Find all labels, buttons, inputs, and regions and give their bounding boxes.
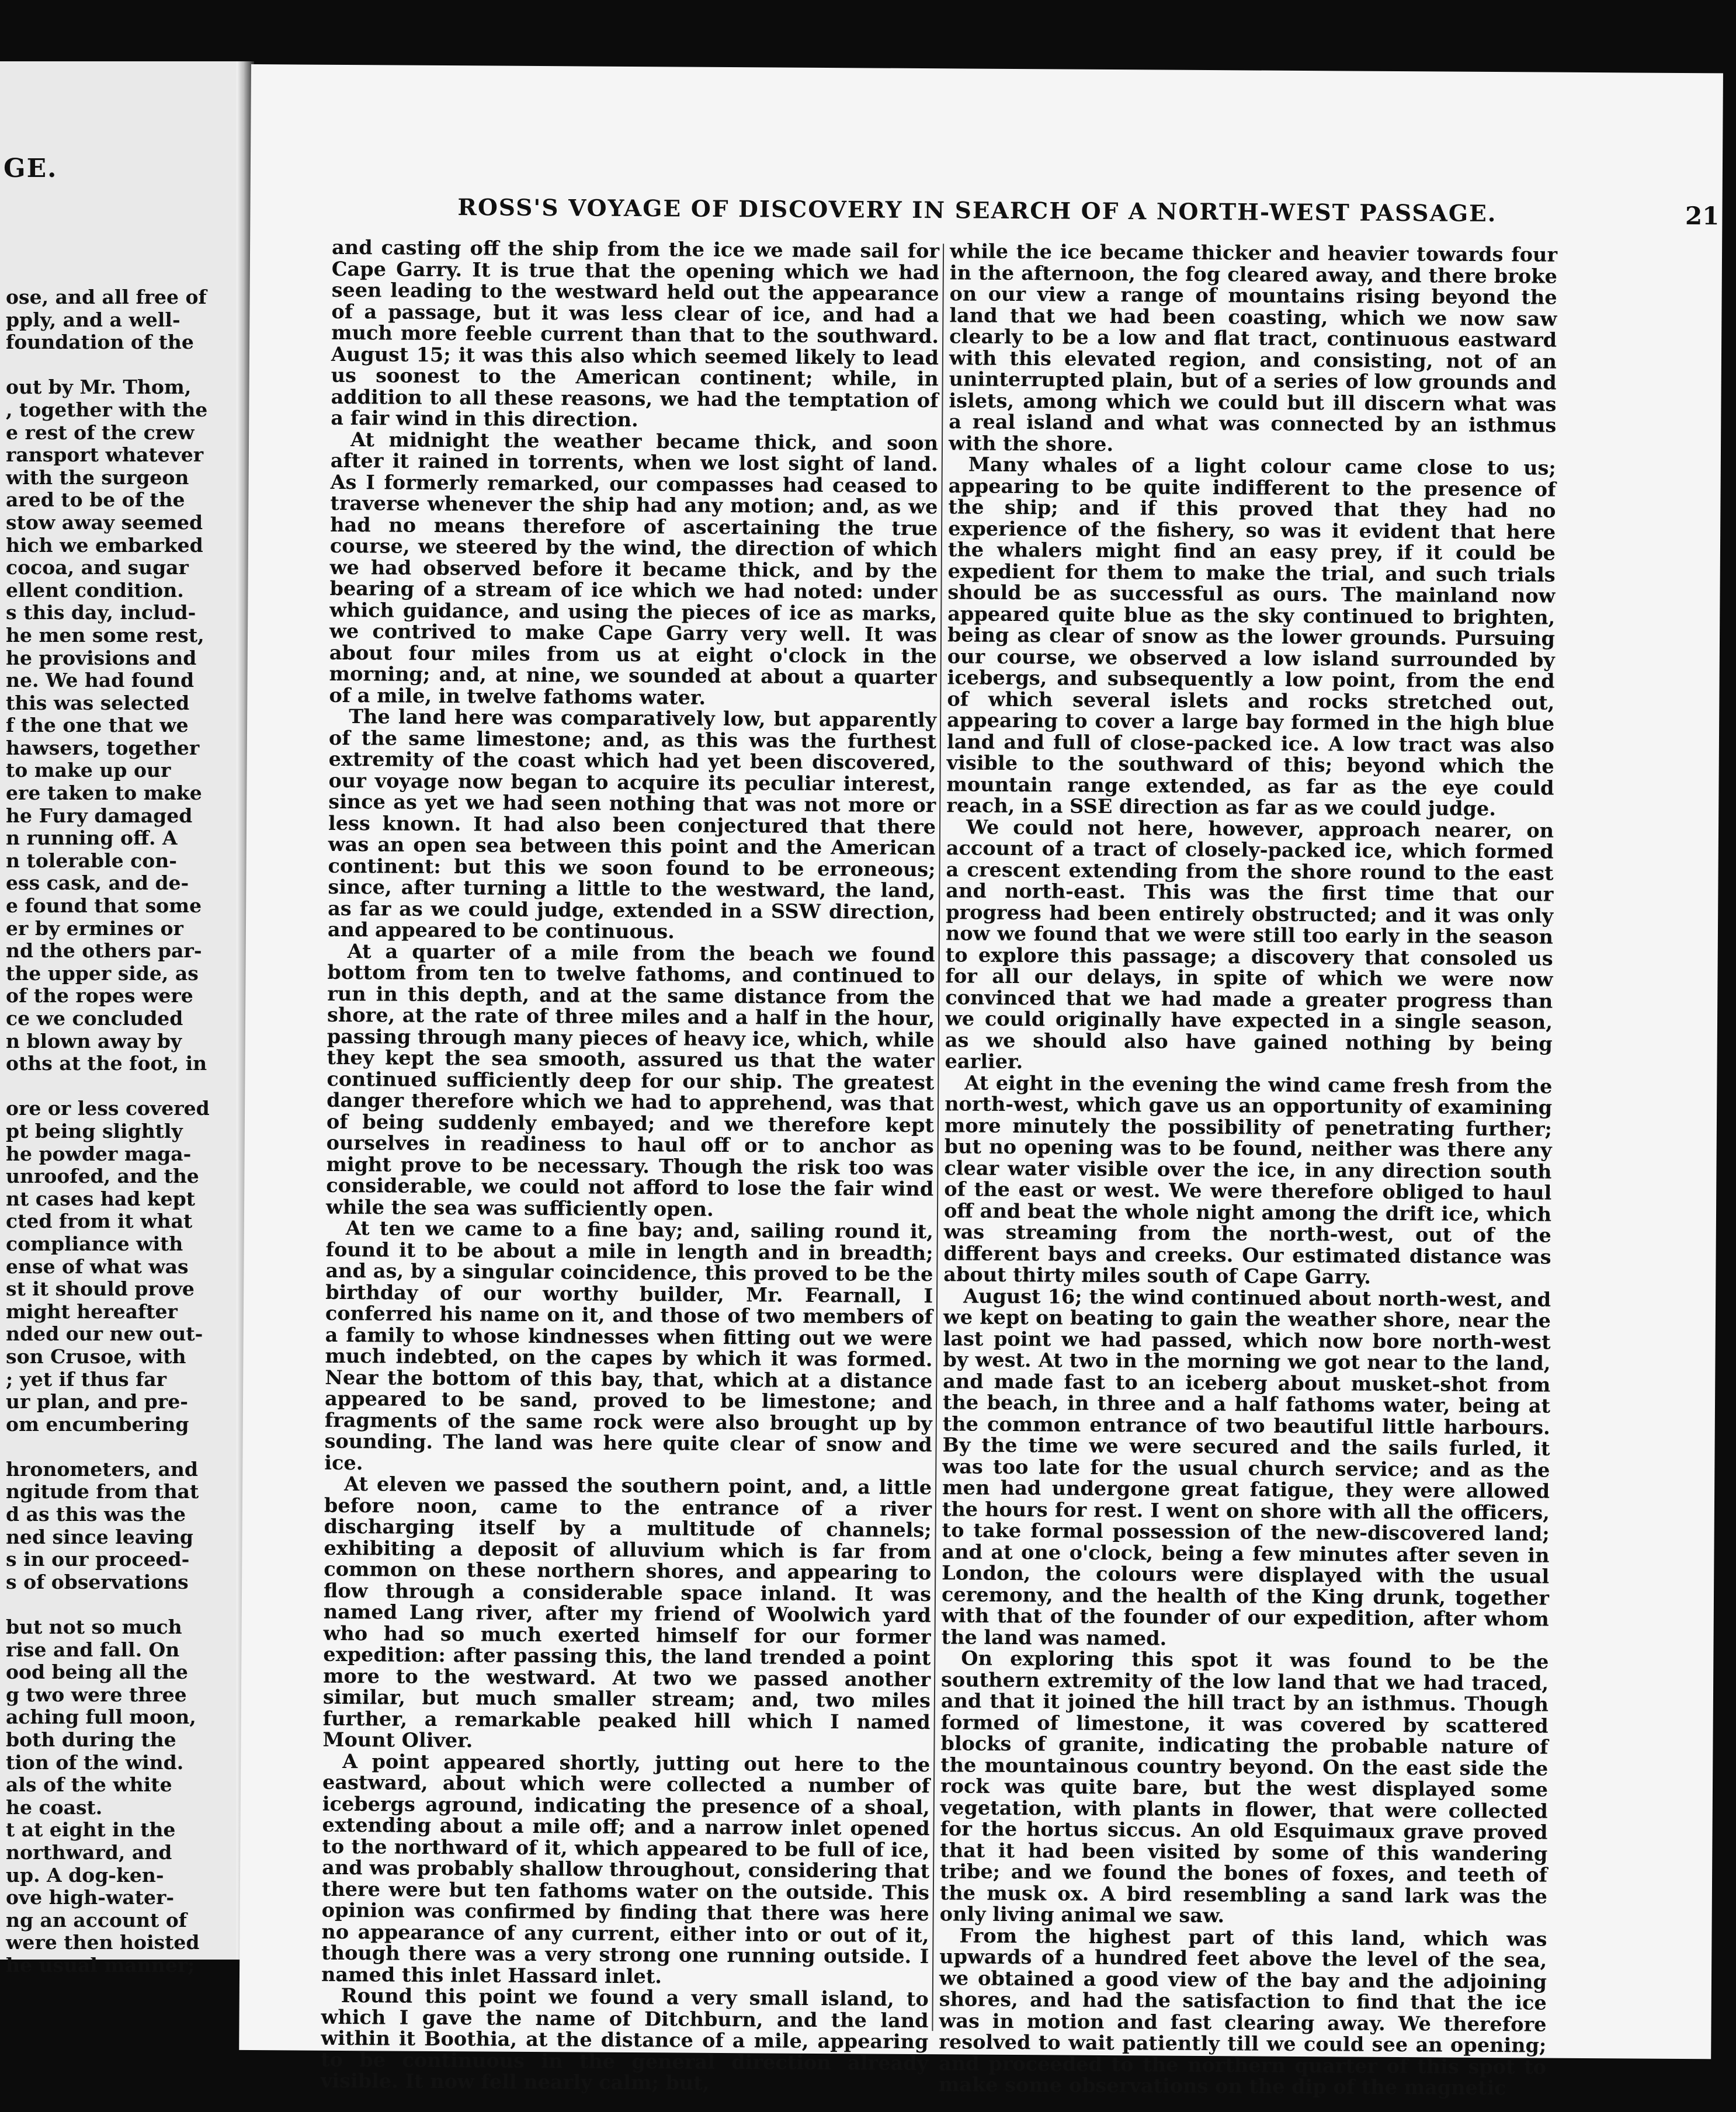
left-page-line: om encumbering (6, 1412, 189, 1436)
left-page-line (6, 1436, 242, 1458)
left-page-line: tion of the wind. (6, 1750, 184, 1774)
left-page-line: e rest of the crew (6, 421, 195, 444)
text-column-left (321, 237, 939, 2096)
left-page-line: unroofed, and the (6, 1165, 199, 1188)
paragraph: At eleven we passed the southern point, and, a little before noon, came to the entrance of a river discharging itself by a multitude of channels; exhibiting a deposit of alluvium which is far from common on these northern shores, and appearing to flow through a considerable space inland. It was named Lang river, after my friend of Woolwich yard who had so much exerted himself for our former expedition: after passing this, the land trended a point more to the westward. At two we passed another similar, but much smaller stream; and, two miles further, a remarkable peaked hill which I named Mount Oliver. (322, 1472, 932, 1752)
paragraph: A point appeared shortly, jutting out here to the eastward, about which were collected a number of icebergs aground, indicating the presence of a shoal, extending about a mile off; and a narrow inlet opened to the northward of it, which appeared to be full of ice, and was probably shallow throughout, considering that there were but ten fathoms water on the outside. This opinion was confirmed by finding that there was here no appearance of any current, either into or out of it, though there was a very strong one running outside. I named this inlet Hassard inlet. (321, 1749, 931, 1988)
left-page-line: rise and fall. On (6, 1638, 180, 1661)
left-page-line: oths at the foot, in (6, 1052, 207, 1075)
left-page-line: ng an account of (6, 1908, 187, 1932)
left-page-line: the upper side, as (6, 961, 199, 985)
left-page-line: son Crusoe, with (6, 1345, 186, 1368)
paragraph: while the ice became thicker and heavier towards four in the afternoon, the fog cleared away, and there broke on our view a range of mountains rising beyond the land that we had been coasting, which we now saw clearly to be a low and flat tract, continuous eastward with this elevated region, and consisting, not of an uninterrupted plain, but of a series of low grounds and islets, among which we could but ill discern what was a real island and what was connected by an isthmus with the shore. (948, 239, 1558, 456)
left-page-line: ellent condition. (6, 578, 184, 602)
left-page-line: he men some rest, (6, 623, 204, 647)
left-page-line: st it should prove (6, 1277, 195, 1301)
left-page-line: s in our proceed- (6, 1548, 190, 1571)
text-column-right (939, 241, 1557, 2099)
left-page-heading-fragment: GE. (4, 154, 58, 183)
left-page-line: f the one that we (6, 714, 189, 737)
paragraph: At eight in the evening the wind came fresh from the north-west, which gave us an opportunity of examining more minutely the possibility of penetrating further; but no opening was to be found, neither was there any clear water visible over the ice, in any direction south of the east or west. We were therefore obliged to haul off and beat the whole night among the drift ice, which was streaming from the north-west, out of the different bays and creeks. Our estimated distance was about thirty miles south of Cape Garry. (943, 1071, 1553, 1288)
left-page-line: up. A dog-ken- (6, 1863, 164, 1887)
left-page-line: ne. We had found (6, 669, 195, 692)
left-page-line: ared to be of the (6, 488, 185, 512)
paragraph: We could not here, however, approach nearer, on account of a tract of closely-packed ice, which formed a crescent extending from the shore round to the east and north-east. This was the first time that our progress had been entirely obstructed; and it was only now we found that we were still too early in the season to explore this passage; a discovery that consoled us for all our delays, in spite of which we were now convinced that we had made a greater progress than we could originally have expected in a single season, as we should also have gained nothing by being earlier. (945, 815, 1554, 1074)
left-page-line: n blown away by (6, 1029, 182, 1052)
left-page-line: to make up our (6, 759, 171, 782)
right-page (239, 64, 1723, 2100)
left-page-line: might hereafter (6, 1300, 178, 1323)
left-page-line: compliance with (6, 1232, 183, 1255)
left-page-line: were then hoisted (6, 1931, 200, 1954)
left-page-line: pply, and a well- (6, 308, 180, 331)
left-page-line: er by ermines or (6, 916, 183, 940)
paragraph: On exploring this spot it was found to be the southern extremity of the low land that we had traced, and that it joined the hill tract by an isthmus. Though formed of limestone, it was covered by scattered blocks of granite, indicating the probable nature of the mountainous country beyond. On the east side the rock was quite bare, but the west displayed some vegetation, with plants in flower, that were collected for the hortus siccus. An old Esquimaux grave proved that it had been visited by some of this wandering tribe; and we found the bones of foxes, and teeth of the musk ox. A bird resembling a sand lark was the only living animal we saw. (939, 1646, 1549, 1927)
left-page-line: aching full moon, (6, 1705, 196, 1729)
paragraph: From the highest part of this land, which was upwards of a hundred feet above the level of the sea, we obtained a good view of the bay and the adjoining shores, and had the satisfaction to find that the ice was in motion and fast clearing away. We therefore resolved to wait patiently till we could see an opening; and proceeded to the northern quarter of this spot to make some observations on the dip of the magnetic (938, 1923, 1547, 2100)
left-page-line: nt cases had kept (6, 1187, 195, 1210)
left-page-line: but not so much (6, 1616, 182, 1639)
left-page-line: ose, and all free of (6, 286, 207, 308)
left-page-line: foundation of the (6, 331, 194, 354)
left-page-line: , together with the (6, 398, 208, 421)
left-page-line: he provisions and (6, 646, 197, 669)
running-title: ROSS'S VOYAGE OF DISCOVERY IN SEARCH OF A NORTH-WEST PASSAGE. (457, 194, 1497, 228)
left-page-line: t at eight in the (6, 1818, 176, 1842)
left-page-line: ove high-water- (6, 1886, 175, 1909)
left-page-line: ce we concluded (6, 1007, 183, 1030)
running-head (457, 194, 1719, 237)
left-page-line: ense of what was (6, 1255, 189, 1278)
left-page-text (6, 286, 242, 1977)
left-page-line: ngitude from that (6, 1480, 199, 1503)
left-page-line: ur plan, and pre- (6, 1390, 188, 1413)
left-page-line: ere taken to make (6, 781, 202, 805)
paragraph: At midnight the weather became thick, and soon after it rained in torrents, when we lost sight of land. As I formerly remarked, our compasses had ceased to traverse whenever the ship had any motion; and, as we had no means therefore of ascertaining the true course, we steered by the wind, the direction of which we had observed before it became thick, and by the bearing of a stream of ice which we had noted: under which guidance, and using the pieces of ice as marks, we contrived to make Cape Garry very well. It was about four miles from us at eight o'clock in the morning; and, at nine, we sounded at about a quarter of a mile, in twelve fathoms water. (329, 428, 939, 709)
paragraph: and casting off the ship from the ice we made sail for Cape Garry. It is true that the opening which we had seen leading to the westward held out the appearance of a passage, but it was less clear of ice, and had a much more feeble current than that to the southward. August 15; it was this also which seemed likely to lead us soonest to the American continent; while, in addition to all these reasons, we had the temptation of a fair wind in this direction. (331, 235, 940, 432)
left-page-line: n running off. A (6, 826, 178, 850)
left-page-line: he Fury damaged (6, 804, 193, 827)
left-page-line: out by Mr. Thom, (6, 376, 192, 399)
left-page-line: ore or less covered (6, 1097, 210, 1120)
left-page-line: ess cask, and de- (6, 871, 189, 895)
left-page-line: northward, and (6, 1840, 172, 1864)
left-page-line (6, 354, 242, 377)
left-page-line: s this day, includ- (6, 601, 196, 624)
paragraph: August 16; the wind continued about north-west, and we kept on beating to gain the weather shore, near the last point we had passed, which now bore north-west by west. At two in the morning we got near to the land, and made fast to an iceberg about musket-shot from the beach, in three and a half fathoms water, being at the common entrance of two beautiful little harbours. By the time we were secured and the sails furled, it was too late for the usual church service; and as the men had undergone great fatigue, they were allowed the hours for rest. I went on shore with all the officers, to take formal possession of the new-discovered land; and at one o'clock, being a few minutes after seven in London, the colours were displayed with the usual ceremony, and the health of the King drunk, together with that of the founder of our expedition, after whom the land was named. (941, 1284, 1551, 1650)
left-page-line: stow away seemed (6, 510, 203, 534)
paragraph: Many whales of a light colour came close to us; appearing to be quite indifferent to the presence of the ship; and if this proved that they had no experience of the fishery, so was it evident that here the whalers might find an easy prey, if it could be expedient for them to make the trial, and such trials should be as successful as ours. The mainland now appeared quite blue as the sky continued to brighten, being as clear of snow as the lower grounds. Pursuing our course, we observed a low island surrounded by icebergs, and subsequently a low point, from the end of which several islets and rocks stretched out, appearing to cover a large bay formed in the high blue land and full of close-packed ice. A low tract was also visible to the southward of this; beyond which the mountain range extended, as far as the eye could reach, in a SSE direction as far as we could judge. (946, 453, 1556, 821)
page-number: 21 (1685, 202, 1720, 231)
left-page-line: of the ropes were (6, 984, 193, 1008)
left-page-line: cted from it what (6, 1210, 193, 1233)
left-page-line: he usual manner; (6, 1953, 195, 1976)
paragraph: The land here was comparatively low, but apparently of the same limestone; and, as this was the furthest extremity of the coast which had yet been discovered, our voyage now began to acquire its peculiar interest, since as yet we had seen nothing that was not more or less known. It had also been conjectured that there was an open sea between this point and the American continent: but this we soon found to be erroneous; since, after turning a little to the westward, the land, as far as we could judge, extended in a SSW direction, and appeared to be continuous. (327, 705, 937, 943)
left-page-line: e found that some (6, 894, 202, 918)
left-page-line: cocoa, and sugar (6, 556, 189, 579)
paragraph: At ten we came to a fine bay; and, sailing round it, found it to be about a mile in length and in breadth; and as, by a singular coincidence, this proved to be the birthday of our worthy builder, Mr. Fearnall, I conferred his name on it, and those of two members of a family to whose kindnesses when fitting out we were much indebted, on the capes by which it was formed. Near the bottom of this bay, that, which at a distance appeared to be sand, proved to be limestone; and fragments of the same rock were also brought up by sounding. The land was here quite clear of snow and ice. (324, 1217, 933, 1474)
left-page-line (6, 1075, 242, 1098)
left-page-line: d as this was the (6, 1503, 186, 1526)
left-page-line: hich we embarked (6, 533, 203, 557)
left-page-line: both during the (6, 1728, 176, 1751)
left-page-line: he powder maga- (6, 1142, 192, 1165)
paragraph: At a quarter of a mile from the beach we found bottom from ten to twelve fathoms, and continued to run in this depth, and at the same distance from the shore, at the rate of three miles and a half in the hour, passing through many pieces of heavy ice, which, while they kept the sea smooth, assured us that the water continued sufficiently deep for our ship. The greatest danger therefore which we had to apprehend, was that of being suddenly embayed; and we therefore kept ourselves in readiness to haul off or to anchor as might prove to be necessary. Though the risk too was considerable, we could not afford to lose the fair wind while the sea was sufficiently open. (325, 939, 935, 1221)
left-page-line: ned since leaving (6, 1525, 193, 1548)
left-page-line: ood being all the (6, 1661, 188, 1684)
left-page-line (6, 1593, 242, 1616)
left-page-line: he coast. (6, 1795, 103, 1819)
left-page-line: n tolerable con- (6, 849, 177, 872)
left-page-line: hawsers, together (6, 736, 200, 759)
paragraph: Round this point we found a very small island, to which I gave the name of Ditchburn, and the land within it Boothia, at the distance of a mile, appearing to be continuous in the general direction already visible. It now fell nearly calm; but, (320, 1984, 929, 2094)
left-page-line: nd the others par- (6, 939, 202, 963)
left-page-line: this was selected (6, 691, 190, 714)
left-page-line: hronometers, and (6, 1457, 198, 1481)
left-facing-page (0, 61, 237, 1976)
left-page-line: ransport whatever (6, 443, 204, 467)
left-page-line: s of observations (6, 1570, 189, 1593)
left-page-line: with the surgeon (6, 466, 189, 489)
left-page-line: g two were three (6, 1683, 187, 1706)
left-page-line: nded our new out- (6, 1322, 203, 1346)
left-page-line: pt being slightly (6, 1119, 183, 1142)
left-page-line: als of the white (6, 1773, 172, 1797)
left-page-line: ; yet if thus far (6, 1367, 167, 1391)
